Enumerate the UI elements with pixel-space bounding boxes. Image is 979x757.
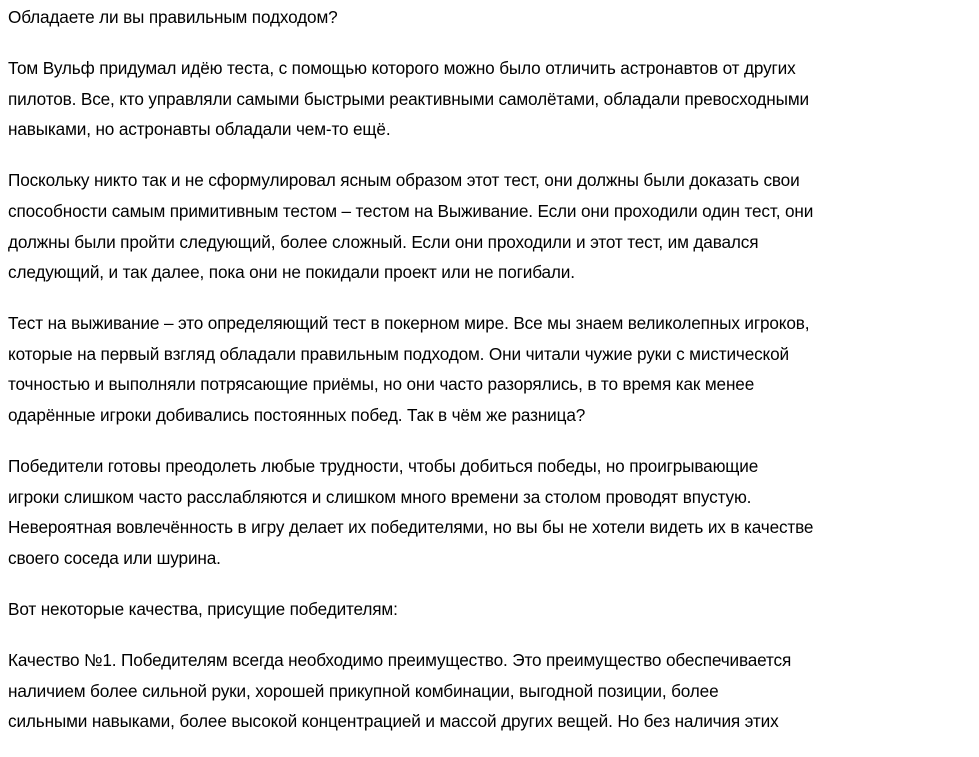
text-line: Том Вульф придумал идёю теста, с помощью которого можно было отличить астронавтов от других [8, 58, 796, 79]
text-line: игроки слишком часто расслабляются и слишком много времени за столом проводят впустую. [8, 486, 752, 507]
paragraph [8, 308, 979, 430]
text-line: Невероятная вовлечённость в игру делает их победителями, но вы бы не хотели видеть их в качестве [8, 517, 814, 538]
text-line: Вот некоторые качества, присущие победителям: [8, 599, 398, 619]
text-line: Качество №1. Победителям всегда необходимо преимущество. Это преимущество обеспечивается [8, 650, 792, 671]
text-line: Победители готовы преодолеть любые трудности, чтобы добиться победы, но проигрывающие [8, 456, 759, 477]
text-line: наличием более сильной руки, хорошей прикупной комбинации, выгодной позиции, более [8, 680, 719, 701]
text-line: одарённые игроки добивались постоянных побед. Так в чём же разница? [8, 405, 586, 426]
text-line: способности самым примитивным тестом – тестом на Выживание. Если они проходили один тест, они [8, 200, 814, 221]
text-line: Обладаете ли вы правильным подходом? [8, 7, 338, 27]
paragraph [8, 165, 979, 287]
text-line: следующий, и так далее, пока они не покидали проект или не погибали. [8, 262, 575, 283]
document-heading [8, 2, 979, 33]
document-body [8, 2, 979, 757]
text-line: Поскольку никто так и не сформулировал ясным образом этот тест, они должны были доказать свои [8, 170, 800, 191]
text-line: должны были пройти следующий, более сложный. Если они проходили и этот тест, им давался [8, 231, 759, 252]
paragraph [8, 594, 979, 625]
paragraph [8, 53, 979, 145]
text-line: пилотов. Все, кто управляли самыми быстрыми реактивными самолётами, обладали превосходными [8, 88, 809, 109]
text-line: которые на первый взгляд обладали правильным подходом. Они читали чужие руки с мистической [8, 343, 789, 364]
text-line: навыками, но астронавты обладали чем-то ещё. [8, 119, 391, 140]
text-line: Тест на выживание – это определяющий тест в покерном мире. Все мы знаем великолепных игроков, [8, 313, 810, 334]
paragraph [8, 645, 979, 737]
text-line: своего соседа или шурина. [8, 547, 221, 568]
text-line: сильными навыками, более высокой концентрацией и массой других вещей. Но без наличия этих [8, 711, 779, 732]
paragraph [8, 451, 979, 573]
text-line: точностью и выполняли потрясающие приёмы, но они часто разорялись, в то время как менее [8, 374, 755, 395]
